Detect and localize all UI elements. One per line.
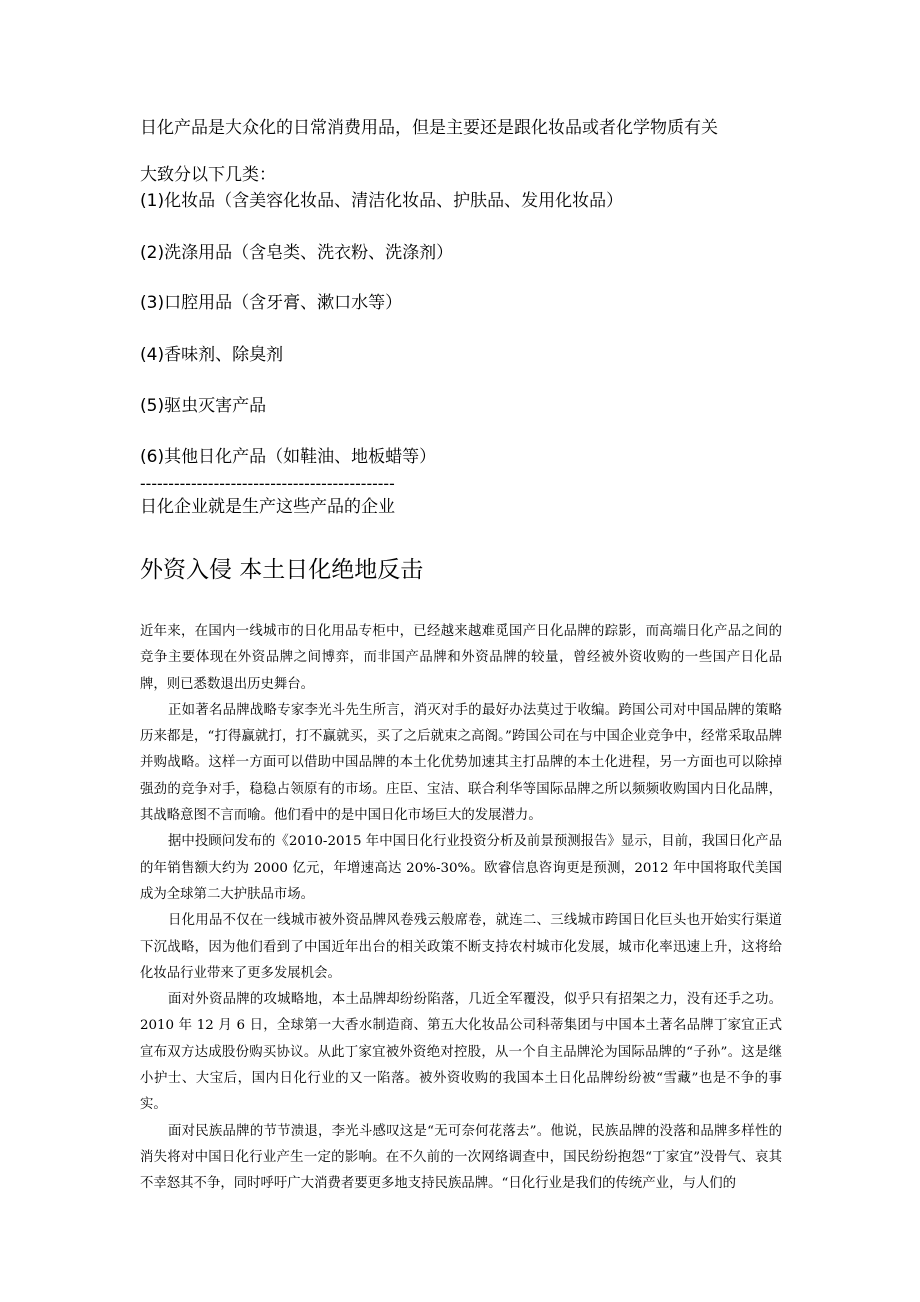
category-item-5: (5)驱虫灭害产品 [140,396,267,416]
article-title: 外资入侵 本土日化绝地反击 [140,557,424,583]
article-paragraph-2: 正如著名品牌战略专家李光斗先生所言，消灭对手的最好办法莫过于收编。跨国公司对中国品牌的策略历来都是，“打得赢就打，打不赢就买，买了之后就束之高阁。”跨国公司在与中国企业竞争中，经常采取品牌并购战略。这样一方面可以借助中国品牌的本土化优势加速其主打品牌的本土化进程，另一方面也可以除掉强劲的竞争对手，稳稳占领原有的市场。庄臣、宝洁、联合利华等国际品牌之所以频频收购国内日化品牌，其战略意图不言而喻。他们看中的是中国日化市场巨大的发展潜力。 [140,702,782,824]
category-item-3: (3)口腔用品（含牙膏、漱口水等） [140,293,403,313]
category-item-1: (1)化妆品（含美容化妆品、清洁化妆品、护肤品、发用化妆品） [140,191,624,211]
category-item-2: (2)洗涤用品（含皂类、洗衣粉、洗涤剂） [140,243,454,263]
intro-line-1: 日化产品是大众化的日常消费用品，但是主要还是跟化妆品或者化学物质有关 [140,118,718,138]
intro-line-2: 大致分以下几类： [140,165,276,185]
category-item-6: (6)其他日化产品（如鞋油、地板蜡等） [140,447,437,467]
article-paragraph-3: 据中投顾问发布的《2010-2015 年中国日化行业投资分析及前景预测报告》显示，目前，我国日化产品的年销售额大约为 2000 亿元，年增速高达 20%-30%。欧睿信息咨询更是预测，2012 年中国将取代美国成为全球第二大护肤品市场。 [140,834,782,902]
category-item-4: (4)香味剂、除臭剂 [140,345,284,365]
divider-line: --------------------------------------------- [140,474,395,493]
article-paragraph-6: 面对民族品牌的节节溃退，李光斗感叹这是“无可奈何花落去”。他说，民族品牌的没落和品牌多样性的消失将对中国日化行业产生一定的影响。在不久前的一次网络调查中，国民纷纷抱怨“丁家宜”没骨气、哀其不幸怒其不争，同时呼吁广大消费者要更多地支持民族品牌。“日化行业是我们的传统产业，与人们的 [140,1123,782,1192]
article-paragraph-4: 日化用品不仅在一线城市被外资品牌风卷残云般席卷，就连二、三线城市跨国日化巨头也开始实行渠道下沉战略，因为他们看到了中国近年出台的相关政策不断支持农村城市化发展，城市化率迅速上升，这将给化妆品行业带来了更多发展机会。 [140,913,782,981]
article-paragraph-1: 近年来，在国内一线城市的日化用品专柜中，已经越来越难觅国产日化品牌的踪影，而高端日化产品之间的竞争主要体现在外资品牌之间博弈，而非国产品牌和外资品牌的较量，曾经被外资收购的一些国产日化品牌，则已悉数退出历史舞台。 [140,624,782,692]
summary-line: 日化企业就是生产这些产品的企业 [140,497,395,517]
article-body [140,619,782,1198]
article-paragraph-5: 面对外资品牌的攻城略地，本土品牌却纷纷陷落，几近全军覆没，似乎只有招架之力，没有还手之功。2010 年 12 月 6 日，全球第一大香水制造商、第五大化妆品公司科蒂集团与中国本土著名品牌丁家宜正式宣布双方达成股份购买协议。从此丁家宜被外资绝对控股，从一个自主品牌沦为国际品牌的“子孙”。这是继小护士、大宝后，国内日化行业的又一陷落。被外资收购的我国本土日化品牌纷纷被“雪藏”也是不争的事实。 [140,992,782,1113]
